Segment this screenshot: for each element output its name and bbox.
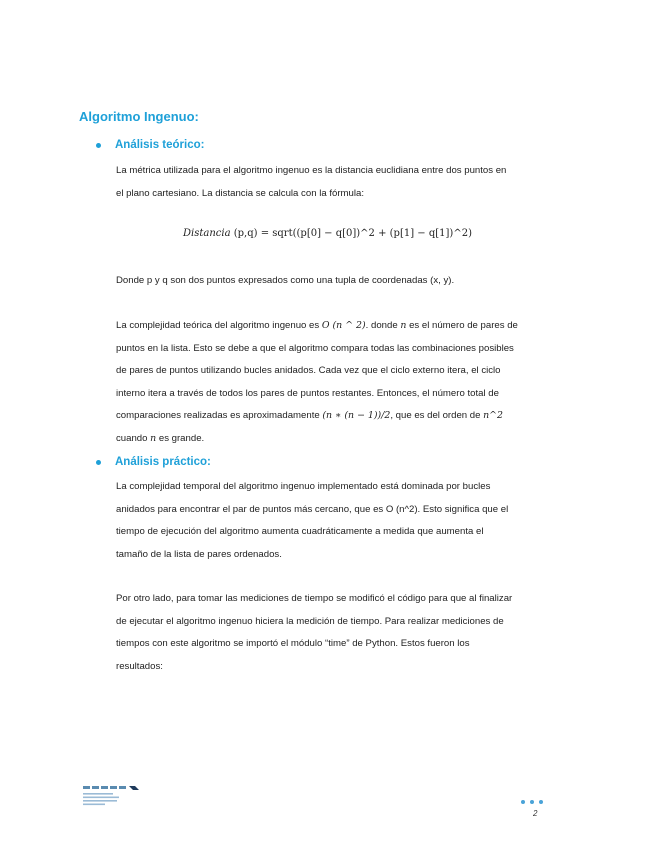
math-run: n^2	[483, 410, 503, 421]
text-line: resultados:	[116, 660, 163, 672]
bullet-dot-icon	[96, 143, 101, 148]
text-line: tiempos con este algoritmo se importó el módulo “time” de Python. Estos fueron los	[116, 638, 470, 649]
math-run: n	[400, 320, 407, 331]
paragraph	[116, 270, 584, 293]
text-line: tiempo de ejecución del algoritmo aumenta cuadráticamente a medida que aumenta el	[116, 526, 484, 537]
text-line: de pares de puntos utilizando bucles anidados. Cada vez que el ciclo externo itera, el ciclo	[116, 365, 501, 376]
text-line: el plano cartesiano. La distancia se calcula con la fórmula:	[116, 187, 364, 199]
text-run: La complejidad teórica del algoritmo ingenuo es	[116, 320, 322, 331]
text-run: es grande.	[156, 432, 205, 444]
paragraph	[116, 588, 584, 678]
text-line: anidados para encontrar el par de puntos más cercano, que es O (n^2). Esto significa que el	[116, 503, 509, 515]
text-line: La complejidad temporal del algoritmo ingenuo implementado está dominada por bucles	[116, 481, 491, 492]
page-number: 2	[533, 809, 538, 818]
formula-name: Distancia	[183, 228, 231, 239]
text-line: Donde p y q son dos puntos expresados como una tupla de coordenadas (x, y).	[116, 275, 455, 286]
text-run: , que es del orden de	[390, 410, 484, 421]
text-line: interno itera a través de todos los pares de puntos restantes. Entonces, el número total de	[116, 387, 499, 399]
text-line: de ejecutar el algoritmo ingenuo hiciera la medición de tiempo. Para realizar mediciones de	[116, 615, 504, 627]
text-line	[116, 405, 584, 428]
text-line: Por otro lado, para tomar las mediciones de tiempo se modificó el código para que al finalizar	[116, 593, 513, 604]
paragraph	[116, 160, 584, 205]
bullet-practico	[96, 456, 211, 468]
text-run: . donde	[365, 320, 401, 331]
text-run: comparaciones realizadas es aproximadamente	[116, 410, 323, 421]
bullet-teorico	[96, 139, 204, 151]
subsection-title: Análisis teórico:	[115, 139, 205, 151]
section-heading: Algoritmo Ingenuo:	[79, 109, 199, 124]
text-line: La métrica utilizada para el algoritmo ingenuo es la distancia euclidiana entre dos puntos en	[116, 165, 507, 176]
text-line	[116, 428, 584, 451]
paragraph	[116, 476, 584, 566]
math-run: n	[150, 432, 157, 444]
math-run: O (n ^ 2)	[321, 320, 366, 331]
text-line: tamaño de la lista de pares ordenados.	[116, 548, 282, 560]
text-run: cuando	[116, 432, 151, 444]
distance-formula	[0, 228, 655, 239]
text-line: puntos en la lista. Esto se debe a que el algoritmo compara todas las combinaciones posibles	[116, 342, 514, 354]
paragraph-complexity	[116, 315, 584, 450]
text-line	[116, 315, 584, 338]
formula-args: (p,q)	[233, 228, 258, 239]
institution-logo-icon	[83, 784, 141, 808]
formula-body: = sqrt((p[0] − q[0])^2 + (p[1] − q[1])^2)	[260, 228, 472, 239]
math-run: (n ∗ (n − 1))/2	[322, 410, 391, 421]
subsection-title: Análisis práctico:	[115, 456, 211, 468]
bullet-dot-icon	[96, 460, 101, 465]
footer-dots-icon	[521, 800, 543, 804]
text-run: es el número de pares de	[406, 320, 518, 331]
